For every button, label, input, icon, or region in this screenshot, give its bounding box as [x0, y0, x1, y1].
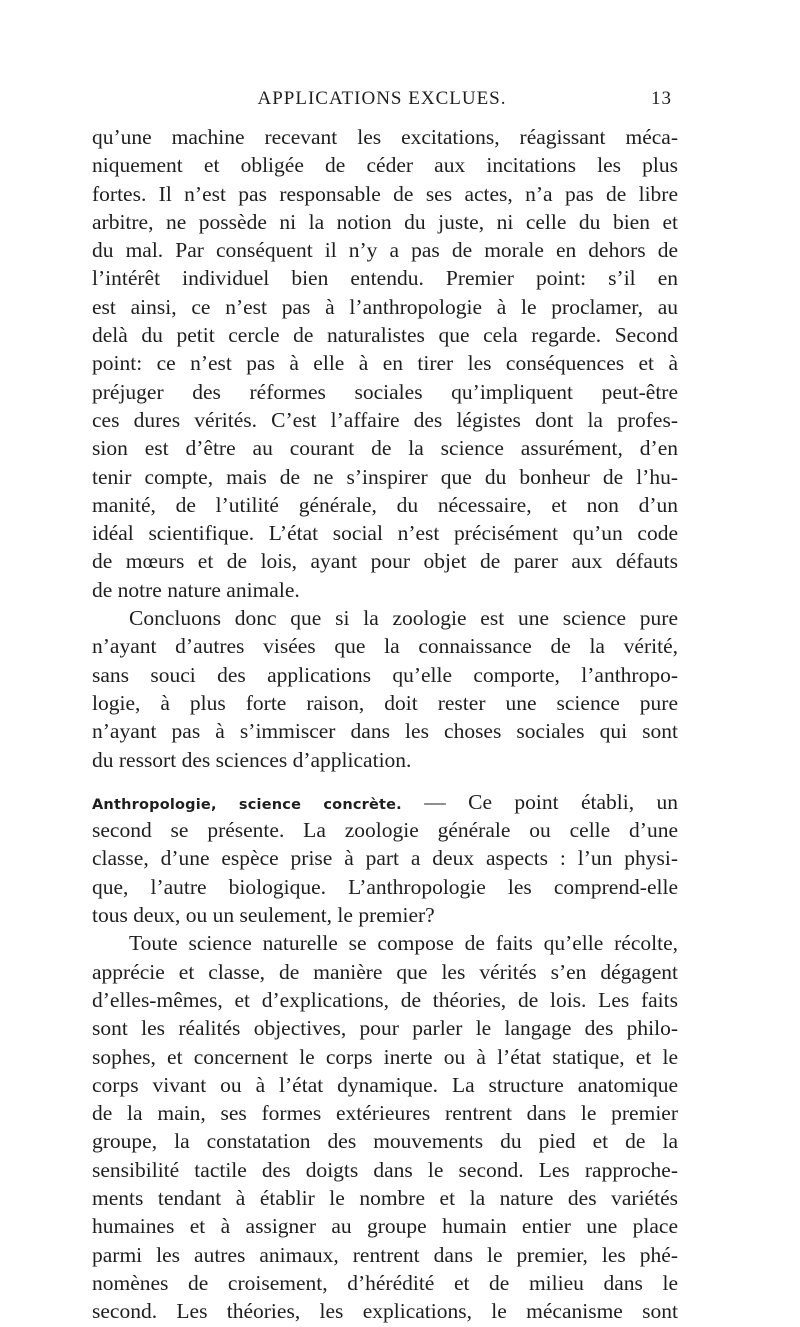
- text-line: préjuger des réformes sociales qu’impliquent peut-être: [92, 379, 678, 404]
- text-line: groupe, la constatation des mouvements du pied et de la: [92, 1129, 678, 1154]
- body-text: [92, 123, 678, 1325]
- text-line: de mœurs et de lois, ayant pour objet de parer aux défauts: [92, 549, 678, 574]
- text-line: parmi les autres animaux, rentrent dans le premier, les phé-: [92, 1242, 678, 1267]
- text-line: apprécie et classe, de manière que les vérités s’en dégagent: [92, 959, 678, 984]
- text-line: idéal scientifique. L’état social n’est précisément qu’un code: [92, 521, 678, 546]
- text-line: qu’une machine recevant les excitations, réagissant méca-: [92, 125, 678, 149]
- section-first-line-text: — Ce point établi, un: [401, 789, 678, 814]
- text-line: niquement et obligée de céder aux incitations les plus: [92, 153, 678, 178]
- text-line: est ainsi, ce n’est pas à l’anthropologie à le proclamer, au: [92, 294, 678, 319]
- text-line: l’intérêt individuel bien entendu. Premier point: s’il en: [92, 266, 678, 291]
- text-line: manité, de l’utilité générale, du nécessaire, et non d’un: [92, 492, 678, 517]
- text-line: second se présente. La zoologie générale ou celle d’une: [92, 818, 678, 843]
- text-line: classe, d’une espèce prise à part a deux aspects : l’un physi-: [92, 846, 678, 871]
- paragraph: [92, 604, 678, 774]
- text-line: logie, à plus forte raison, doit rester une science pure: [92, 690, 678, 715]
- text-line: ments tendant à établir le nombre et la nature des variétés: [92, 1185, 678, 1210]
- text-line: tous deux, ou un seulement, le premier?: [92, 903, 435, 928]
- text-line: de la main, ses formes extérieures rentrent dans le premier: [92, 1101, 678, 1126]
- run-in-heading: Anthropologie, science concrète.: [92, 796, 402, 813]
- text-line: sensibilité tactile des doigts dans le second. Les rapproche-: [92, 1157, 678, 1182]
- text-line: du ressort des sciences d’application.: [92, 747, 412, 772]
- text-line: nomènes de croisement, d’hérédité et de milieu dans le: [92, 1270, 678, 1295]
- text-line: que, l’autre biologique. L’anthropologie les comprend-elle: [92, 874, 678, 899]
- text-line: sophes, et concernent le corps inerte ou à l’état statique, et le: [92, 1044, 678, 1069]
- text-line: ces dures vérités. C’est l’affaire des légistes dont la profes-: [92, 407, 678, 432]
- section-first-line: [92, 788, 678, 816]
- page-number: 13: [651, 88, 672, 109]
- text-line: de notre nature animale.: [92, 577, 300, 602]
- text-line: n’ayant pas à s’immiscer dans les choses sociales qui sont: [92, 719, 678, 744]
- paragraph: [92, 929, 678, 1325]
- text-line: fortes. Il n’est pas responsable de ses actes, n’a pas de libre: [92, 181, 678, 206]
- text-line: delà du petit cercle de naturalistes que cela regarde. Second: [92, 323, 678, 348]
- running-title: APPLICATIONS EXCLUES.: [257, 88, 507, 109]
- text-line: du mal. Par conséquent il n’y a pas de morale en dehors de: [92, 238, 678, 263]
- text-line: sont les réalités objectives, pour parler le langage des philo-: [92, 1016, 678, 1041]
- section-lines: [92, 816, 678, 929]
- text-line: point: ce n’est pas à elle à en tirer les conséquences et à: [92, 351, 678, 376]
- text-line: Concluons donc que si la zoologie est une science pure: [129, 606, 678, 631]
- text-line: second. Les théories, les explications, le mécanisme sont: [92, 1299, 678, 1324]
- paragraph: [92, 123, 678, 604]
- section-anthropologie-science-concrete: [92, 788, 678, 929]
- page-header: [92, 88, 672, 116]
- text-line: humaines et à assigner au groupe humain entier une place: [92, 1214, 678, 1239]
- text-line: corps vivant ou à l’état dynamique. La structure anatomique: [92, 1072, 678, 1097]
- text-line: Toute science naturelle se compose de faits qu’elle récolte,: [129, 931, 678, 956]
- text-line: tenir compte, mais de ne s’inspirer que du bonheur de l’hu-: [92, 464, 678, 489]
- text-line: sans souci des applications qu’elle comporte, l’anthropo-: [92, 662, 678, 687]
- text-line: d’elles-mêmes, et d’explications, de théories, de lois. Les faits: [92, 987, 678, 1012]
- text-line: sion est d’être au courant de la science assurément, d’en: [92, 436, 678, 461]
- text-line: n’ayant d’autres visées que la connaissance de la vérité,: [92, 634, 678, 659]
- text-line: arbitre, ne possède ni la notion du juste, ni celle du bien et: [92, 209, 678, 234]
